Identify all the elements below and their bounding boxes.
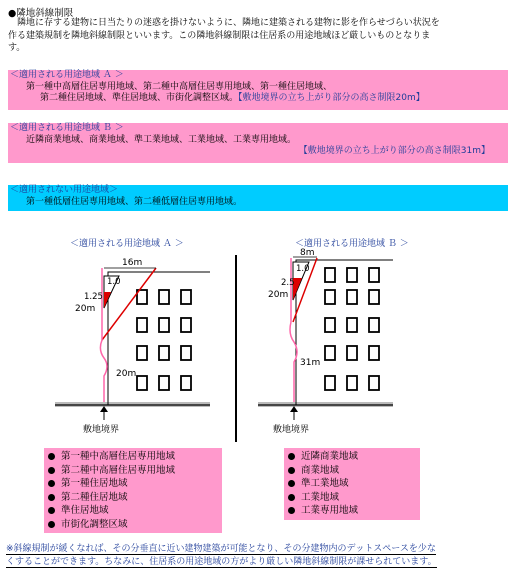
limit-curve-a xyxy=(100,340,107,402)
diagram-a-slope-rise: 1.25 xyxy=(84,292,103,302)
zone-none-header: ＜適用されない用途地域＞ xyxy=(10,185,119,195)
diagram-b-caption: ＜適用される用途地域 Ｂ ＞ xyxy=(295,239,409,249)
zone-b-header: ＜適用される用途地域 Ｂ ＞ xyxy=(10,123,124,133)
diagram-a-height-low: 20m xyxy=(116,369,137,379)
zone-a-line1: 第一種中高層住居専用地域、第二種中高層住居専用地域、第一種住居地域、 xyxy=(26,81,333,92)
list-item: 近隣商業地域 xyxy=(288,450,416,464)
bullet-icon xyxy=(288,480,295,487)
diagram-b-boundary: 敷地境界 xyxy=(273,425,310,435)
list-item: 商業地域 xyxy=(288,464,416,478)
diagram-b xyxy=(258,257,393,420)
diagram-b-height-low: 31m xyxy=(300,358,321,368)
zone-b-line1: 近隣商業地域、商業地域、準工業地域、工業地域、工業専用地域。 xyxy=(26,134,297,145)
bullet-icon xyxy=(48,494,55,501)
bullet-icon xyxy=(48,467,55,474)
bullet-icon xyxy=(288,507,295,514)
bullet-icon xyxy=(288,453,295,460)
bullet-icon xyxy=(48,507,55,514)
intro-line: 作る建築規制を隣地斜線制限といいます。この隣地斜線制限は住居系の用途地域ほど厳しいものとなりま xyxy=(8,30,431,41)
list-item: 工業専用地域 xyxy=(288,504,416,518)
list-item: 準工業地域 xyxy=(288,477,416,491)
diagram-a-height-main: 20m xyxy=(75,304,96,314)
bullet-icon xyxy=(48,453,55,460)
list-item: 第一種中高層住居専用地域 xyxy=(48,450,218,464)
intro-line: す。 xyxy=(8,43,26,53)
bullet-icon xyxy=(48,480,55,487)
diagram-b-height-main: 20m xyxy=(268,290,289,300)
diagram-a-boundary: 敷地境界 xyxy=(83,425,120,435)
list-item: 第一種住居地域 xyxy=(48,477,218,491)
intro-line: 隣地に存する建物に日当たりの迷惑を掛けないように、隣地に建築される建物に影を作らせづらい状況を xyxy=(8,18,440,28)
diagram-a xyxy=(55,268,210,420)
page-title: ●隣地斜線制限 xyxy=(8,8,74,19)
zone-a-line2-text: 第二種住居地域、準住居地域、市街化調整区域。 xyxy=(40,93,239,103)
diagram-a-caption: ＜適用される用途地域 Ａ ＞ xyxy=(70,239,184,249)
list-item: 第二種中高層住居専用地域 xyxy=(48,464,218,478)
diagram-a-top-dim: 16m xyxy=(122,258,143,268)
windows-b xyxy=(325,268,379,390)
bullet-icon xyxy=(288,467,295,474)
list-item: 準住居地域 xyxy=(48,504,218,518)
bullet-icon xyxy=(288,494,295,501)
zone-a-limit: 【敷地境界の立ち上がり部分の高さ制限20m】 xyxy=(238,93,425,103)
zone-none-line1: 第一種低層住居専用地域、第二種低層住居専用地域。 xyxy=(26,196,243,207)
footnote-line: くすることができます。ちなみに、住居系の用途地域の方がより厳しい隣地斜線制限が課せられています。 xyxy=(6,556,437,567)
footnote xyxy=(6,543,512,568)
zone-b-limit: 【敷地境界の立ち上がり部分の高さ制限31m】 xyxy=(298,146,490,156)
zone-a-list xyxy=(44,448,222,533)
diagram-b-slope-rise: 2.5 xyxy=(281,278,295,288)
diagram-a-slope-run: 1.0 xyxy=(107,277,121,287)
diagram-b-slope-run: 1.0 xyxy=(296,264,310,274)
zone-b-list xyxy=(284,448,420,520)
zone-a-header: ＜適用される用途地域 Ａ ＞ xyxy=(10,70,124,80)
windows-a xyxy=(137,290,191,390)
list-item: 市街化調整区域 xyxy=(48,518,218,532)
diagram-b-top-dim: 8m xyxy=(300,248,315,258)
list-item: 第二種住居地域 xyxy=(48,491,218,505)
footnote-line: ※斜線規制が緩くなれば、その分垂直に近い建物建築が可能となり、その分建物内のデットスペースを少な xyxy=(6,544,436,554)
list-item: 工業地域 xyxy=(288,491,416,505)
bullet-icon xyxy=(48,521,55,528)
